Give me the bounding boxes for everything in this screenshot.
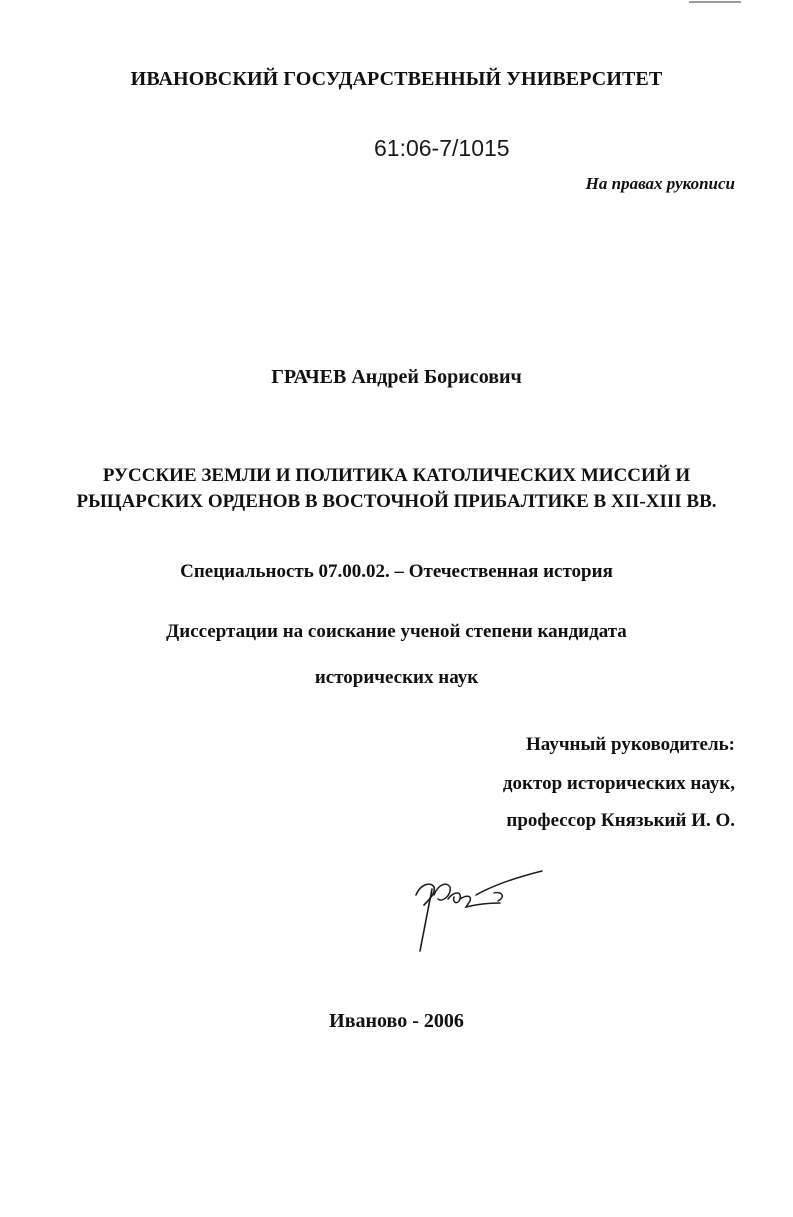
degree-line: исторических наук <box>314 667 479 688</box>
degree-line: Диссертации на соискание ученой степени кандидата <box>166 621 627 642</box>
handwritten-signature-icon <box>410 865 550 955</box>
university-name: ИВАНОВСКИЙ ГОСУДАРСТВЕННЫЙ УНИВЕРСИТЕТ <box>130 68 663 90</box>
top-edge-rule <box>689 1 741 3</box>
title-line: РУССКИЕ ЗЕМЛИ И ПОЛИТИКА КАТОЛИЧЕСКИХ МИССИЙ И <box>102 465 691 486</box>
degree-statement <box>0 609 793 701</box>
author-name: ГРАЧЕВ Андрей Борисович <box>271 366 522 388</box>
city-year: Иваново - 2006 <box>329 1010 464 1032</box>
title-line: РЫЦАРСКИХ ОРДЕНОВ В ВОСТОЧНОЙ ПРИБАЛТИКЕ В XII-XIII ВВ. <box>76 491 717 512</box>
specialty-line: Специальность 07.00.02. – Отечественная история <box>180 561 613 582</box>
rights-note: На правах рукописи <box>585 174 735 193</box>
supervisor-name: профессор Князький И. О. <box>506 810 735 831</box>
supervisor-degree: доктор исторических наук, <box>502 773 735 794</box>
catalog-code: 61:06-7/1015 <box>374 135 510 161</box>
dissertation-title <box>0 463 793 515</box>
supervisor-label: Научный руководитель: <box>526 734 735 755</box>
